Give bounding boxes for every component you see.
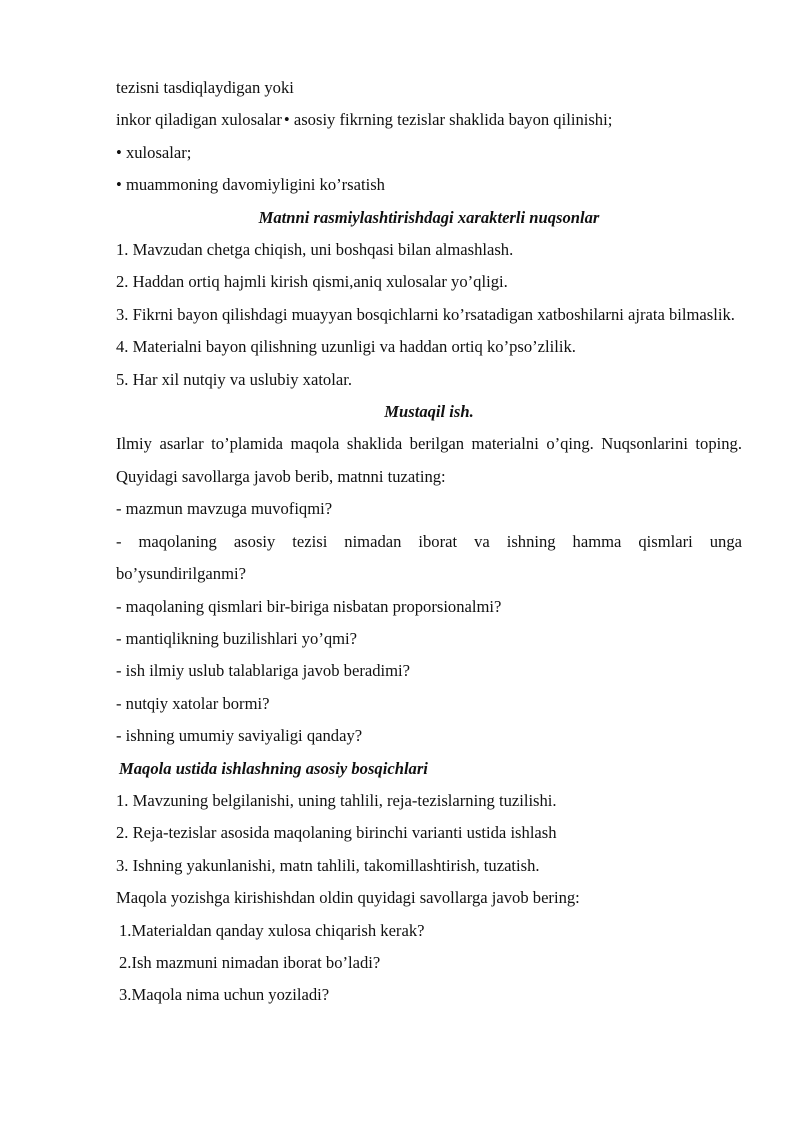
intro-bullet-continuity: • muammoning davomiyligini ko’rsatish [116, 175, 385, 195]
list-item: 5. Har xil nutqiy va uslubiy xatolar. [116, 369, 352, 389]
list-item: 4. Materialni bayon qilishning uzunligi va haddan ortiq ko’pso’zlilik. [116, 337, 576, 357]
question-item: - nutqiy xatolar bormi? [116, 693, 270, 713]
intro-bullet-conclusions: • xulosalar; [116, 142, 192, 162]
section-heading-typical-errors: Matnni rasmiylashtirishdagi xarakterli nuqsonlar [258, 207, 600, 227]
intro-bullet-thesis: • asosiy fikrning tezislar shaklida bayon qilinishi; [283, 110, 613, 130]
list-item: 1. Mavzuning belgilanishi, uning tahlili, reja-tezislarning tuzilishi. [116, 790, 557, 810]
question-item: - maqolaning asosiy tezisi nimadan iborat va ishning hamma qismlari unga bo’ysundirilganmi? [116, 531, 742, 584]
list-item: 2. Haddan ortiq hajmli kirish qismi,aniq xulosalar yo’qligi. [116, 272, 508, 292]
question-item: 3.Maqola nima uchun yoziladi? [119, 985, 330, 1005]
intro-line-2 [116, 104, 742, 136]
list-item: 3. Fikrni bayon qilishdagi muayyan bosqichlarni ko’rsatadigan xatboshilarni ajrata bilmaslik. [116, 304, 735, 324]
section-heading-article-stages: Maqola ustida ishlashning asosiy bosqichlari [119, 758, 428, 778]
question-item: - ish ilmiy uslub talablariga javob beradimi? [116, 661, 411, 681]
section-heading-independent-work: Mustaqil ish. [384, 402, 474, 422]
paragraph: Ilmiy asarlar to’plamida maqola shaklida berilgan materialni o’qing. Nuqsonlarini toping. Quyidagi savollarga javob berib, matnni tuzating: [116, 434, 742, 486]
list-item: 2. Reja-tezislar asosida maqolaning birinchi varianti ustida ishlash [116, 823, 557, 843]
question-item: 1.Materialdan qanday xulosa chiqarish kerak? [119, 920, 425, 940]
question-item: - mantiqlikning buzilishlari yo’qmi? [116, 628, 358, 648]
question-item: - ishning umumiy saviyaligi qanday? [116, 726, 363, 746]
intro-line-1: tezisni tasdiqlaydigan yoki [116, 78, 294, 97]
document-page [116, 72, 742, 1012]
list-item: 1. Mavzudan chetga chiqish, uni boshqasi bilan almashlash. [116, 240, 514, 260]
list-item: 3. Ishning yakunlanishi, matn tahlili, takomillashtirish, tuzatish. [116, 855, 540, 875]
intro-line-2-text: inkor qiladigan xulosalar [116, 110, 282, 130]
question-item: - mazmun mavzuga muvofiqmi? [116, 499, 333, 519]
paragraph: Maqola yozishga kirishishdan oldin quyidagi savollarga javob bering: [116, 888, 580, 908]
question-item: - maqolaning qismlari bir-biriga nisbatan proporsionalmi? [116, 596, 502, 616]
question-item: 2.Ish mazmuni nimadan iborat bo’ladi? [119, 952, 381, 972]
